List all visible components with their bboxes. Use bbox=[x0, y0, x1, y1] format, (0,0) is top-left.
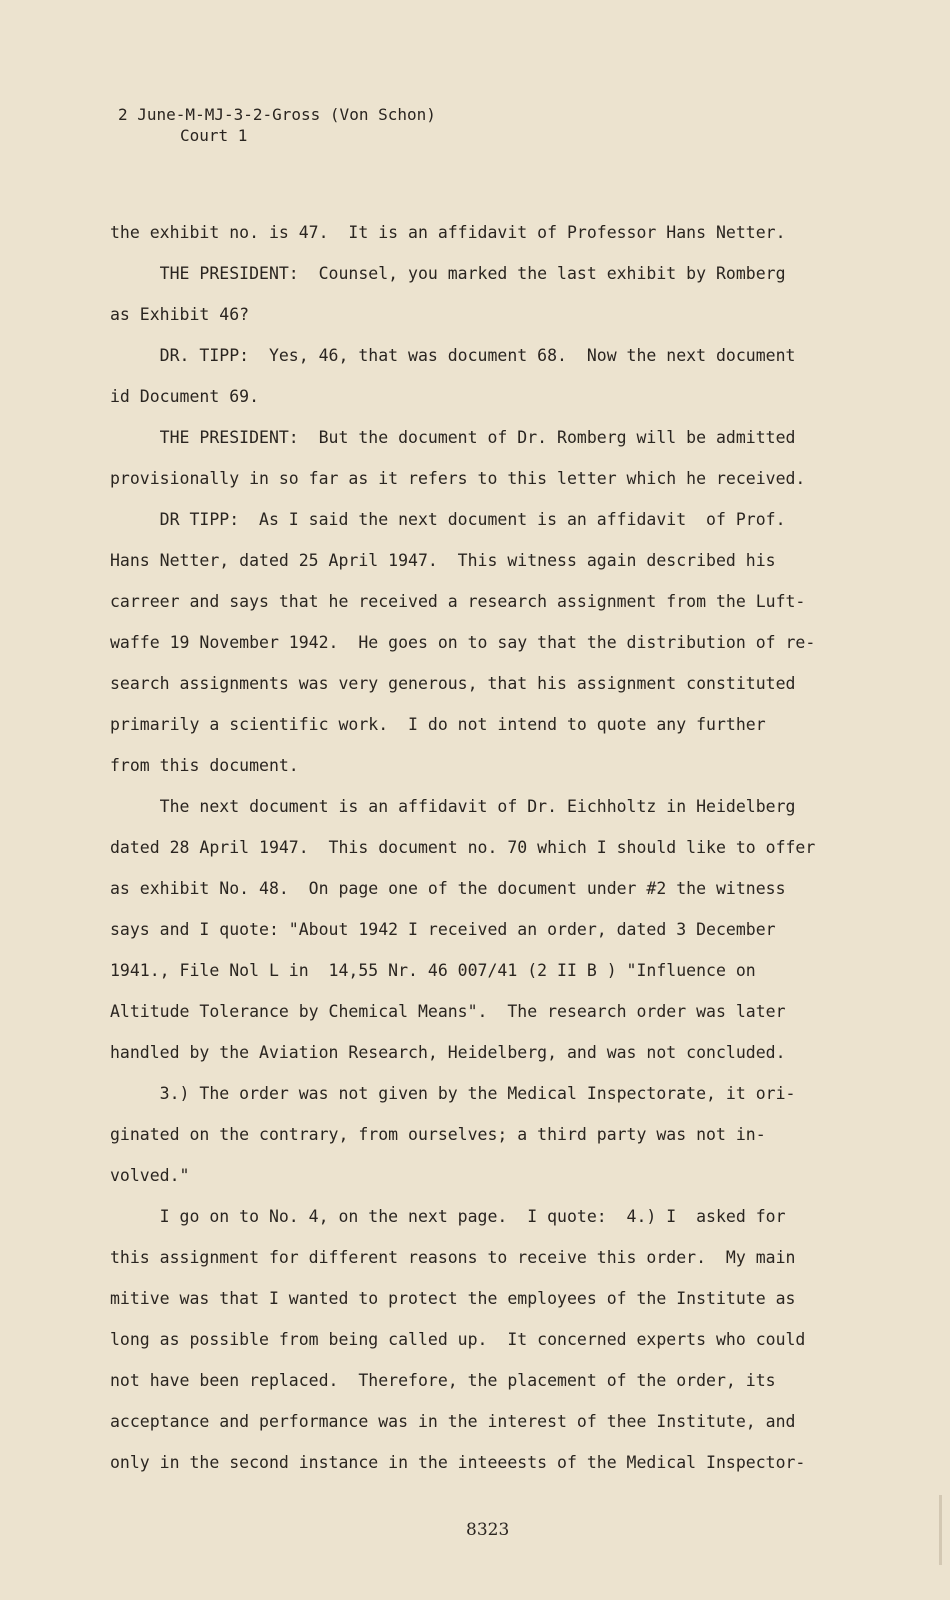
header-court-line: Court 1 bbox=[180, 126, 248, 145]
text-line: only in the second instance in the inteeests of the Medical Inspector- bbox=[110, 1453, 806, 1472]
page-header bbox=[118, 104, 436, 146]
text-line: the exhibit no. is 47. It is an affidavit of Professor Hans Netter. bbox=[110, 223, 786, 242]
text-line: carreer and says that he received a research assignment from the Luft- bbox=[110, 592, 806, 611]
text-line: search assignments was very generous, that his assignment constituted bbox=[110, 674, 796, 693]
text-line: primarily a scientific work. I do not intend to quote any further bbox=[110, 715, 766, 734]
text-line: Altitude Tolerance by Chemical Means". The research order was later bbox=[110, 1002, 786, 1021]
text-line: THE PRESIDENT: Counsel, you marked the last exhibit by Romberg bbox=[110, 264, 786, 283]
text-line: waffe 19 November 1942. He goes on to say that the distribution of re- bbox=[110, 633, 816, 652]
header-case-line: 2 June-M-MJ-3-2-Gross (Von Schon) bbox=[118, 105, 436, 124]
text-line: volved." bbox=[110, 1166, 190, 1185]
text-line: not have been replaced. Therefore, the placement of the order, its bbox=[110, 1371, 776, 1390]
page-number: 8323 bbox=[466, 1520, 510, 1540]
text-line: id Document 69. bbox=[110, 387, 260, 406]
text-line: acceptance and performance was in the interest of thee Institute, and bbox=[110, 1412, 796, 1431]
text-line: DR. TIPP: Yes, 46, that was document 68. Now the next document bbox=[110, 346, 796, 365]
text-line: The next document is an affidavit of Dr. Eichholtz in Heidelberg bbox=[110, 797, 796, 816]
text-line: 1941., File Nol L in 14,55 Nr. 46 007/41 (2 II B ) "Influence on bbox=[110, 961, 756, 980]
text-line: handled by the Aviation Research, Heidelberg, and was not concluded. bbox=[110, 1043, 786, 1062]
text-line: from this document. bbox=[110, 756, 299, 775]
text-line: this assignment for different reasons to receive this order. My main bbox=[110, 1248, 796, 1267]
text-line: 3.) The order was not given by the Medical Inspectorate, it ori- bbox=[110, 1084, 796, 1103]
text-line: mitive was that I wanted to protect the employees of the Institute as bbox=[110, 1289, 796, 1308]
text-line: as Exhibit 46? bbox=[110, 305, 250, 324]
text-line: I go on to No. 4, on the next page. I quote: 4.) I asked for bbox=[110, 1207, 786, 1226]
text-line: dated 28 April 1947. This document no. 70 which I should like to offer bbox=[110, 838, 816, 857]
text-line: as exhibit No. 48. On page one of the document under #2 the witness bbox=[110, 879, 786, 898]
text-line: provisionally in so far as it refers to this letter which he received. bbox=[110, 469, 806, 488]
text-line: ginated on the contrary, from ourselves; a third party was not in- bbox=[110, 1125, 766, 1144]
text-line: says and I quote: "About 1942 I received an order, dated 3 December bbox=[110, 920, 776, 939]
text-line: long as possible from being called up. It concerned experts who could bbox=[110, 1330, 806, 1349]
text-line: DR TIPP: As I said the next document is an affidavit of Prof. bbox=[110, 510, 786, 529]
text-line: Hans Netter, dated 25 April 1947. This witness again described his bbox=[110, 551, 776, 570]
text-line: THE PRESIDENT: But the document of Dr. Romberg will be admitted bbox=[110, 428, 796, 447]
edge-mark bbox=[939, 1495, 942, 1565]
